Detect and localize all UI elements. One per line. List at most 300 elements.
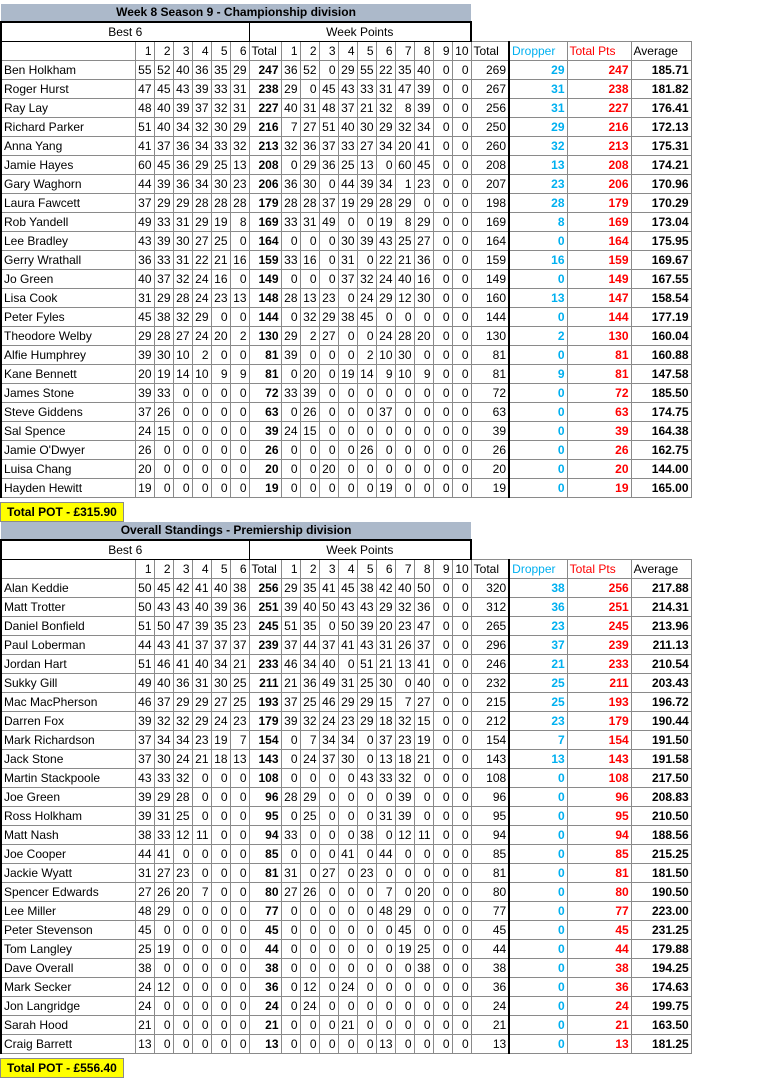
week-points-5: 0 — [357, 1016, 376, 1035]
week-points-4: 30 — [338, 232, 357, 251]
table-row — [1, 479, 691, 498]
best-score-2: 0 — [154, 460, 173, 479]
week-points-3: 27 — [319, 327, 338, 346]
weeks-total: 320 — [471, 579, 509, 598]
best-score-2: 19 — [154, 940, 173, 959]
best-score-5: 0 — [211, 788, 230, 807]
best-score-2: 0 — [154, 1016, 173, 1035]
best-score-5: 0 — [211, 346, 230, 365]
best-score-5: 0 — [211, 921, 230, 940]
table-row — [1, 80, 691, 99]
week-points-5: 29 — [357, 712, 376, 731]
championship-header-best-4: 4 — [192, 42, 211, 61]
best-score-4: 0 — [192, 959, 211, 978]
dropper-value: 29 — [509, 61, 567, 80]
premiership-week-points-group-header: Week Points — [249, 540, 471, 560]
best-score-1: 31 — [135, 289, 154, 308]
week-points-1: 0 — [281, 479, 300, 498]
total-pts-value: 96 — [567, 788, 631, 807]
week-points-2: 39 — [300, 384, 319, 403]
week-points-1: 39 — [281, 712, 300, 731]
best-score-4: 0 — [192, 902, 211, 921]
week-points-9: 0 — [433, 579, 452, 598]
best-score-5: 0 — [211, 902, 230, 921]
player-name: Peter Stevenson — [1, 921, 135, 940]
total-pts-value: 85 — [567, 845, 631, 864]
week-points-1: 0 — [281, 365, 300, 384]
best-score-2: 29 — [154, 788, 173, 807]
best-score-4: 28 — [192, 194, 211, 213]
weeks-total: 36 — [471, 978, 509, 997]
best-score-6: 31 — [230, 80, 249, 99]
best-score-4: 0 — [192, 479, 211, 498]
best-score-5: 30 — [211, 674, 230, 693]
best-score-2: 0 — [154, 959, 173, 978]
dropper-value: 0 — [509, 308, 567, 327]
best6-total: 193 — [249, 693, 281, 712]
week-points-1: 39 — [281, 346, 300, 365]
week-points-2: 0 — [300, 441, 319, 460]
championship-header-week-4: 4 — [338, 42, 357, 61]
week-points-2: 32 — [300, 308, 319, 327]
week-points-2: 31 — [300, 213, 319, 232]
week-points-2: 2 — [300, 327, 319, 346]
average-value: 174.21 — [631, 156, 691, 175]
best6-total: 94 — [249, 826, 281, 845]
week-points-5: 39 — [357, 175, 376, 194]
week-points-6: 7 — [376, 883, 395, 902]
week-points-2: 36 — [300, 674, 319, 693]
best-score-6: 38 — [230, 579, 249, 598]
best-score-1: 19 — [135, 479, 154, 498]
week-points-7: 10 — [395, 365, 414, 384]
best-score-6: 0 — [230, 940, 249, 959]
week-points-3: 0 — [319, 978, 338, 997]
total-pts-value: 77 — [567, 902, 631, 921]
week-points-2: 0 — [300, 1016, 319, 1035]
premiership-header-week-8: 8 — [414, 560, 433, 579]
player-name: Mac MacPherson — [1, 693, 135, 712]
best-score-2: 37 — [154, 270, 173, 289]
week-points-1: 0 — [281, 997, 300, 1016]
week-points-5: 0 — [357, 479, 376, 498]
best-score-1: 37 — [135, 750, 154, 769]
week-points-10: 0 — [452, 422, 471, 441]
player-name: Jamie O'Dwyer — [1, 441, 135, 460]
dropper-value: 0 — [509, 460, 567, 479]
week-points-8: 29 — [414, 213, 433, 232]
week-points-4: 0 — [338, 289, 357, 308]
championship-header-total2: Total — [471, 42, 509, 61]
dropper-value: 13 — [509, 156, 567, 175]
weeks-total: 13 — [471, 1035, 509, 1054]
best-score-6: 0 — [230, 270, 249, 289]
player-name: Mark Secker — [1, 978, 135, 997]
premiership-header-total-pts: Total Pts — [567, 560, 631, 579]
week-points-10: 0 — [452, 137, 471, 156]
best-score-5: 0 — [211, 422, 230, 441]
week-points-6: 0 — [376, 921, 395, 940]
premiership-title-spacer — [471, 522, 691, 540]
total-pts-value: 213 — [567, 137, 631, 156]
week-points-6: 19 — [376, 213, 395, 232]
best6-total: 81 — [249, 346, 281, 365]
week-points-10: 0 — [452, 712, 471, 731]
week-points-5: 0 — [357, 384, 376, 403]
best-score-1: 43 — [135, 232, 154, 251]
total-pts-value: 154 — [567, 731, 631, 750]
week-points-2: 35 — [300, 579, 319, 598]
week-points-5: 0 — [357, 403, 376, 422]
best6-total: 85 — [249, 845, 281, 864]
best-score-3: 31 — [173, 213, 192, 232]
week-points-4: 43 — [338, 80, 357, 99]
best-score-6: 0 — [230, 902, 249, 921]
best6-total: 164 — [249, 232, 281, 251]
week-points-2: 27 — [300, 118, 319, 137]
week-points-5: 14 — [357, 365, 376, 384]
best-score-1: 50 — [135, 598, 154, 617]
premiership-best6-group-header: Best 6 — [1, 540, 249, 560]
best-score-4: 40 — [192, 655, 211, 674]
player-name: Laura Fawcett — [1, 194, 135, 213]
week-points-7: 45 — [395, 921, 414, 940]
week-points-8: 0 — [414, 997, 433, 1016]
championship-title-spacer — [471, 4, 691, 22]
week-points-5: 38 — [357, 579, 376, 598]
average-value: 190.44 — [631, 712, 691, 731]
week-points-5: 0 — [357, 251, 376, 270]
week-points-3: 37 — [319, 137, 338, 156]
week-points-2: 0 — [300, 270, 319, 289]
week-points-10: 0 — [452, 175, 471, 194]
week-points-7: 40 — [395, 270, 414, 289]
week-points-7: 0 — [395, 403, 414, 422]
premiership-header-week-7: 7 — [395, 560, 414, 579]
best-score-1: 47 — [135, 80, 154, 99]
premiership-group-header-spacer — [471, 540, 691, 560]
best6-total: 213 — [249, 137, 281, 156]
week-points-2: 35 — [300, 617, 319, 636]
average-value: 163.50 — [631, 1016, 691, 1035]
week-points-7: 25 — [395, 232, 414, 251]
best6-total: 13 — [249, 1035, 281, 1054]
week-points-9: 0 — [433, 270, 452, 289]
week-points-7: 21 — [395, 251, 414, 270]
best-score-6: 23 — [230, 617, 249, 636]
week-points-7: 8 — [395, 99, 414, 118]
best-score-6: 13 — [230, 750, 249, 769]
best-score-1: 38 — [135, 959, 154, 978]
best-score-5: 0 — [211, 940, 230, 959]
best-score-6: 0 — [230, 788, 249, 807]
week-points-6: 13 — [376, 1035, 395, 1054]
best-score-5: 0 — [211, 864, 230, 883]
best-score-6: 0 — [230, 232, 249, 251]
week-points-1: 0 — [281, 308, 300, 327]
best-score-2: 26 — [154, 403, 173, 422]
best6-total: 211 — [249, 674, 281, 693]
week-points-8: 41 — [414, 655, 433, 674]
total-pts-value: 227 — [567, 99, 631, 118]
best-score-2: 40 — [154, 674, 173, 693]
player-name: Hayden Hewitt — [1, 479, 135, 498]
week-points-1: 0 — [281, 460, 300, 479]
week-points-4: 0 — [338, 902, 357, 921]
week-points-7: 32 — [395, 769, 414, 788]
best-score-1: 51 — [135, 118, 154, 137]
best-score-4: 37 — [192, 636, 211, 655]
week-points-9: 0 — [433, 61, 452, 80]
average-value: 158.54 — [631, 289, 691, 308]
best6-total: 247 — [249, 61, 281, 80]
player-name: Martin Stackpoole — [1, 769, 135, 788]
best-score-6: 29 — [230, 61, 249, 80]
best-score-4: 22 — [192, 251, 211, 270]
player-name: Ray Lay — [1, 99, 135, 118]
week-points-2: 26 — [300, 883, 319, 902]
week-points-10: 0 — [452, 346, 471, 365]
average-value: 181.50 — [631, 864, 691, 883]
best-score-5: 37 — [211, 636, 230, 655]
best-score-3: 0 — [173, 384, 192, 403]
best6-total: 179 — [249, 194, 281, 213]
week-points-2: 12 — [300, 978, 319, 997]
week-points-9: 0 — [433, 80, 452, 99]
best-score-4: 0 — [192, 864, 211, 883]
table-row — [1, 636, 691, 655]
week-points-9: 0 — [433, 308, 452, 327]
best-score-5: 0 — [211, 845, 230, 864]
best-score-3: 32 — [173, 270, 192, 289]
best-score-1: 37 — [135, 194, 154, 213]
week-points-10: 0 — [452, 270, 471, 289]
best-score-2: 38 — [154, 308, 173, 327]
best6-total: 81 — [249, 864, 281, 883]
best-score-5: 9 — [211, 365, 230, 384]
average-value: 177.19 — [631, 308, 691, 327]
player-name: Ben Holkham — [1, 61, 135, 80]
week-points-3: 0 — [319, 788, 338, 807]
week-points-10: 0 — [452, 384, 471, 403]
week-points-1: 28 — [281, 194, 300, 213]
dropper-value: 31 — [509, 99, 567, 118]
week-points-4: 0 — [338, 422, 357, 441]
best-score-2: 27 — [154, 864, 173, 883]
week-points-8: 39 — [414, 80, 433, 99]
best-score-6: 0 — [230, 883, 249, 902]
dropper-value: 36 — [509, 598, 567, 617]
best-score-6: 0 — [230, 1016, 249, 1035]
week-points-4: 29 — [338, 693, 357, 712]
best-score-6: 0 — [230, 403, 249, 422]
week-points-6: 0 — [376, 422, 395, 441]
best-score-2: 30 — [154, 346, 173, 365]
weeks-total: 44 — [471, 940, 509, 959]
best-score-2: 28 — [154, 327, 173, 346]
best-score-3: 28 — [173, 289, 192, 308]
week-points-7: 30 — [395, 346, 414, 365]
week-points-4: 41 — [338, 845, 357, 864]
best-score-1: 24 — [135, 422, 154, 441]
week-points-3: 20 — [319, 460, 338, 479]
player-name: Sal Spence — [1, 422, 135, 441]
week-points-6: 19 — [376, 479, 395, 498]
week-points-2: 0 — [300, 959, 319, 978]
week-points-8: 0 — [414, 807, 433, 826]
total-pts-value: 256 — [567, 579, 631, 598]
championship-group-header-spacer — [471, 22, 691, 42]
week-points-7: 40 — [395, 579, 414, 598]
dropper-value: 2 — [509, 327, 567, 346]
best-score-5: 23 — [211, 289, 230, 308]
best-score-4: 29 — [192, 308, 211, 327]
week-points-4: 19 — [338, 194, 357, 213]
best-score-1: 40 — [135, 270, 154, 289]
week-points-3: 23 — [319, 289, 338, 308]
best-score-6: 36 — [230, 598, 249, 617]
average-value: 185.71 — [631, 61, 691, 80]
week-points-1: 46 — [281, 655, 300, 674]
best-score-5: 35 — [211, 617, 230, 636]
player-name: Rob Yandell — [1, 213, 135, 232]
total-pts-value: 81 — [567, 365, 631, 384]
best-score-6: 0 — [230, 308, 249, 327]
average-value: 172.13 — [631, 118, 691, 137]
week-points-10: 0 — [452, 232, 471, 251]
best-score-2: 26 — [154, 883, 173, 902]
championship-header-week-2: 2 — [300, 42, 319, 61]
player-name: Alan Keddie — [1, 579, 135, 598]
best6-total: 36 — [249, 978, 281, 997]
weeks-total: 312 — [471, 598, 509, 617]
week-points-2: 28 — [300, 194, 319, 213]
week-points-8: 40 — [414, 674, 433, 693]
best-score-5: 33 — [211, 80, 230, 99]
weeks-total: 207 — [471, 175, 509, 194]
best-score-3: 29 — [173, 693, 192, 712]
table-row — [1, 327, 691, 346]
week-points-9: 0 — [433, 213, 452, 232]
week-points-5: 26 — [357, 441, 376, 460]
best-score-2: 46 — [154, 655, 173, 674]
week-points-10: 0 — [452, 460, 471, 479]
total-pts-value: 108 — [567, 769, 631, 788]
best-score-2: 43 — [154, 636, 173, 655]
championship-header-name-blank — [1, 42, 135, 61]
table-row — [1, 807, 691, 826]
week-points-1: 0 — [281, 921, 300, 940]
dropper-value: 0 — [509, 788, 567, 807]
week-points-9: 0 — [433, 460, 452, 479]
best-score-6: 0 — [230, 384, 249, 403]
best-score-1: 45 — [135, 921, 154, 940]
week-points-8: 0 — [414, 1035, 433, 1054]
week-points-4: 50 — [338, 617, 357, 636]
week-points-10: 0 — [452, 693, 471, 712]
weeks-total: 160 — [471, 289, 509, 308]
week-points-9: 0 — [433, 365, 452, 384]
best-score-4: 29 — [192, 213, 211, 232]
best-score-1: 13 — [135, 1035, 154, 1054]
week-points-10: 0 — [452, 479, 471, 498]
average-value: 191.50 — [631, 731, 691, 750]
week-points-2: 32 — [300, 712, 319, 731]
week-points-7: 39 — [395, 807, 414, 826]
best-score-6: 0 — [230, 479, 249, 498]
best-score-1: 21 — [135, 1016, 154, 1035]
table-row — [1, 403, 691, 422]
best-score-5: 20 — [211, 327, 230, 346]
week-points-3: 27 — [319, 864, 338, 883]
dropper-value: 0 — [509, 769, 567, 788]
best-score-4: 29 — [192, 156, 211, 175]
best6-total: 144 — [249, 308, 281, 327]
weeks-total: 232 — [471, 674, 509, 693]
table-row — [1, 598, 691, 617]
week-points-6: 0 — [376, 997, 395, 1016]
week-points-4: 40 — [338, 118, 357, 137]
week-points-7: 35 — [395, 61, 414, 80]
total-pts-value: 211 — [567, 674, 631, 693]
weeks-total: 143 — [471, 750, 509, 769]
premiership-header-average: Average — [631, 560, 691, 579]
week-points-5: 51 — [357, 655, 376, 674]
week-points-5: 43 — [357, 598, 376, 617]
best-score-6: 0 — [230, 959, 249, 978]
total-pts-value: 80 — [567, 883, 631, 902]
premiership-header-week-4: 4 — [338, 560, 357, 579]
week-points-8: 50 — [414, 579, 433, 598]
best-score-1: 41 — [135, 137, 154, 156]
week-points-2: 15 — [300, 422, 319, 441]
best-score-2: 45 — [154, 579, 173, 598]
best-score-6: 0 — [230, 460, 249, 479]
best-score-2: 50 — [154, 617, 173, 636]
week-points-10: 0 — [452, 978, 471, 997]
week-points-1: 32 — [281, 137, 300, 156]
best-score-2: 19 — [154, 365, 173, 384]
week-points-3: 0 — [319, 807, 338, 826]
week-points-5: 29 — [357, 194, 376, 213]
week-points-4: 0 — [338, 997, 357, 1016]
dropper-value: 23 — [509, 617, 567, 636]
week-points-1: 28 — [281, 788, 300, 807]
best6-total: 239 — [249, 636, 281, 655]
total-pts-value: 149 — [567, 270, 631, 289]
week-points-3: 37 — [319, 194, 338, 213]
best-score-4: 0 — [192, 1035, 211, 1054]
best-score-4: 23 — [192, 731, 211, 750]
best6-total: 159 — [249, 251, 281, 270]
best-score-6: 25 — [230, 693, 249, 712]
table-row — [1, 750, 691, 769]
table-row — [1, 99, 691, 118]
championship-table-section — [0, 4, 692, 498]
weeks-total: 208 — [471, 156, 509, 175]
player-name: James Stone — [1, 384, 135, 403]
total-pts-value: 63 — [567, 403, 631, 422]
week-points-2: 24 — [300, 750, 319, 769]
week-points-3: 49 — [319, 213, 338, 232]
week-points-2: 13 — [300, 289, 319, 308]
week-points-2: 0 — [300, 826, 319, 845]
table-row — [1, 921, 691, 940]
weeks-total: 246 — [471, 655, 509, 674]
week-points-8: 0 — [414, 845, 433, 864]
best-score-2: 12 — [154, 978, 173, 997]
weeks-total: 108 — [471, 769, 509, 788]
